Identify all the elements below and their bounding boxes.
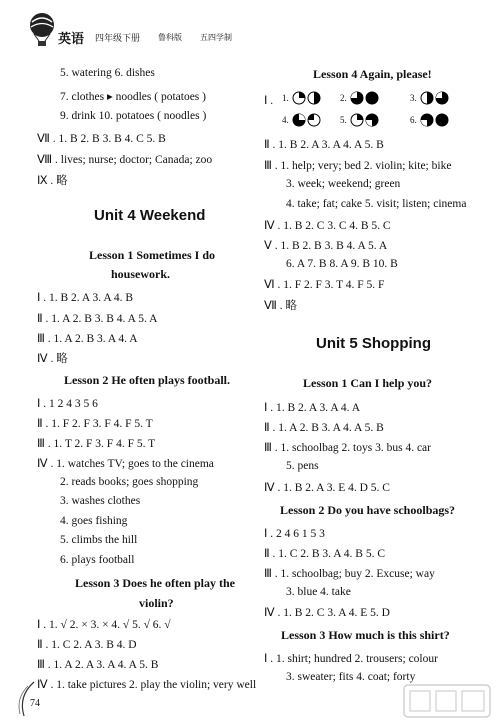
pie-label: 3. [410, 93, 417, 103]
answer-line: Ⅳ . 1. B 2. C 3. A 4. E 5. D [264, 607, 390, 619]
answer-line: 5. watering 6. dishes [60, 67, 155, 79]
answer-line: 4. goes fishing [60, 515, 128, 527]
answer-line: 2. reads books; goes shopping [60, 476, 199, 488]
lesson-title: Lesson 2 Do you have schoolbags? [280, 503, 456, 517]
answer-line: 4. take; fat; cake 5. visit; listen; cinema [286, 198, 467, 210]
answer-line: Ⅲ . 1. schoolbag; buy 2. Excuse; way [264, 568, 435, 580]
lesson-title: Lesson 1 Can I help you? [303, 376, 433, 390]
answer-line: Ⅱ . 1. F 2. F 3. F 4. F 5. T [37, 418, 153, 430]
watermark-logo [402, 683, 492, 719]
answer-line: 9. drink 10. potatoes ( noodles ) [60, 110, 207, 122]
answer-line: Ⅵ . 1. F 2. F 3. T 4. F 5. F [264, 279, 385, 291]
pie-label: 4. [282, 115, 289, 125]
pie-label: 2. [340, 93, 347, 103]
unit-4-title: Unit 4 Weekend [94, 207, 206, 224]
pie-answer-6 [410, 111, 459, 129]
pie-chart-icon [291, 89, 331, 107]
pie-label: 5. [340, 115, 347, 125]
page-header [0, 0, 500, 55]
pie-answer-3 [410, 89, 459, 107]
pie-chart-icon [291, 111, 331, 129]
pie-answer-5 [340, 111, 389, 129]
answer-line: Ⅳ . 1. B 2. A 3. E 4. D 5. C [264, 482, 390, 494]
lesson-title: Lesson 4 Again, please! [313, 67, 432, 81]
answer-line: Ⅳ . 1. take pictures 2. play the violin; very well [37, 679, 257, 691]
answer-line: Ⅲ . 1. T 2. F 3. F 4. F 5. T [37, 438, 156, 450]
lesson-title: Lesson 1 Sometimes I do [89, 248, 216, 262]
book-grade: 四年级下册 [95, 34, 141, 44]
answer-line: Ⅶ . 1. B 2. B 3. B 4. C 5. B [37, 133, 166, 145]
answer-line: 6. plays football [60, 554, 135, 566]
answer-line: Ⅰ . 1. shirt; hundred 2. trousers; colour [264, 653, 438, 665]
pie-chart-icon [419, 111, 459, 129]
answer-line: Ⅷ . lives; nurse; doctor; Canada; zoo [37, 154, 213, 166]
answer-line: 3. week; weekend; green [286, 178, 401, 190]
lesson-title-cont: housework. [111, 267, 171, 281]
answer-line: 3. blue 4. take [286, 586, 351, 598]
pie-chart-icon [349, 89, 389, 107]
answer-line: 5. pens [286, 460, 319, 472]
unit-5-title: Unit 5 Shopping [316, 335, 431, 352]
answer-line: Ⅰ . 2 4 6 1 5 3 [264, 528, 325, 540]
book-publisher: 鲁科版 [158, 33, 182, 42]
answer-line: Ⅲ . 1. A 2. A 3. A 4. A 5. B [37, 659, 159, 671]
book-title: 英语 [58, 32, 85, 47]
answer-line: Ⅰ . 1. √ 2. × 3. × 4. √ 5. √ 6. √ [37, 619, 171, 631]
section-label: Ⅰ . [264, 95, 274, 107]
answer-line: Ⅰ . 1. B 2. A 3. A 4. B [37, 292, 134, 304]
lesson-title-cont: violin? [139, 596, 174, 610]
pie-chart-icon [419, 89, 459, 107]
page-number: 74 [30, 698, 40, 709]
answer-line: Ⅱ . 1. C 2. A 3. B 4. D [37, 639, 137, 651]
answer-line: Ⅴ . 1. B 2. B 3. B 4. A 5. A [264, 240, 388, 252]
answer-line: Ⅰ . 1. B 2. A 3. A 4. A [264, 402, 361, 414]
answer-line: Ⅲ . 1. schoolbag 2. toys 3. bus 4. car [264, 442, 431, 454]
pie-label: 1. [282, 93, 289, 103]
answer-line: 3. washes clothes [60, 495, 141, 507]
answer-line: Ⅰ . 1 2 4 3 5 6 [37, 398, 98, 410]
answer-line: Ⅳ . 1. watches TV; goes to the cinema [37, 458, 214, 470]
lesson-title: Lesson 3 How much is this shirt? [281, 628, 450, 642]
pie-answer-1 [282, 89, 331, 107]
answer-line: Ⅳ . 1. B 2. C 3. C 4. B 5. C [264, 220, 391, 232]
answer-line: 5. climbs the hill [60, 534, 138, 546]
answer-line: Ⅳ . 略 [37, 353, 68, 365]
answer-line: Ⅱ . 1. A 2. B 3. B 4. A 5. A [37, 313, 158, 325]
answer-line: 7. clothes ▸ noodles ( potatoes ) [60, 91, 206, 103]
answer-line: 3. sweater; fits 4. coat; forty [286, 671, 416, 683]
pie-label: 6. [410, 115, 417, 125]
answer-line: Ⅲ . 1. A 2. B 3. A 4. A [37, 333, 138, 345]
hot-air-balloon-icon [28, 12, 56, 48]
answer-line: Ⅲ . 1. help; very; bed 2. violin; kite; bike [264, 160, 452, 172]
answer-line: Ⅱ . 1. B 2. A 3. A 4. A 5. B [264, 139, 384, 151]
lesson-title: Lesson 2 He often plays football. [64, 373, 231, 387]
answer-line: 6. A 7. B 8. A 9. B 10. B [286, 258, 398, 270]
pie-answer-2 [340, 89, 389, 107]
answer-line: Ⅱ . 1. A 2. B 3. A 4. A 5. B [264, 422, 384, 434]
answer-line: Ⅶ . 略 [264, 300, 298, 312]
book-system: 五四学制 [200, 33, 232, 42]
pie-answer-4 [282, 111, 331, 129]
lesson-title: Lesson 3 Does he often play the [75, 576, 236, 590]
answer-line: Ⅱ . 1. C 2. B 3. A 4. B 5. C [264, 548, 386, 560]
answer-line: Ⅸ . 略 [37, 175, 68, 187]
pie-chart-icon [349, 111, 389, 129]
